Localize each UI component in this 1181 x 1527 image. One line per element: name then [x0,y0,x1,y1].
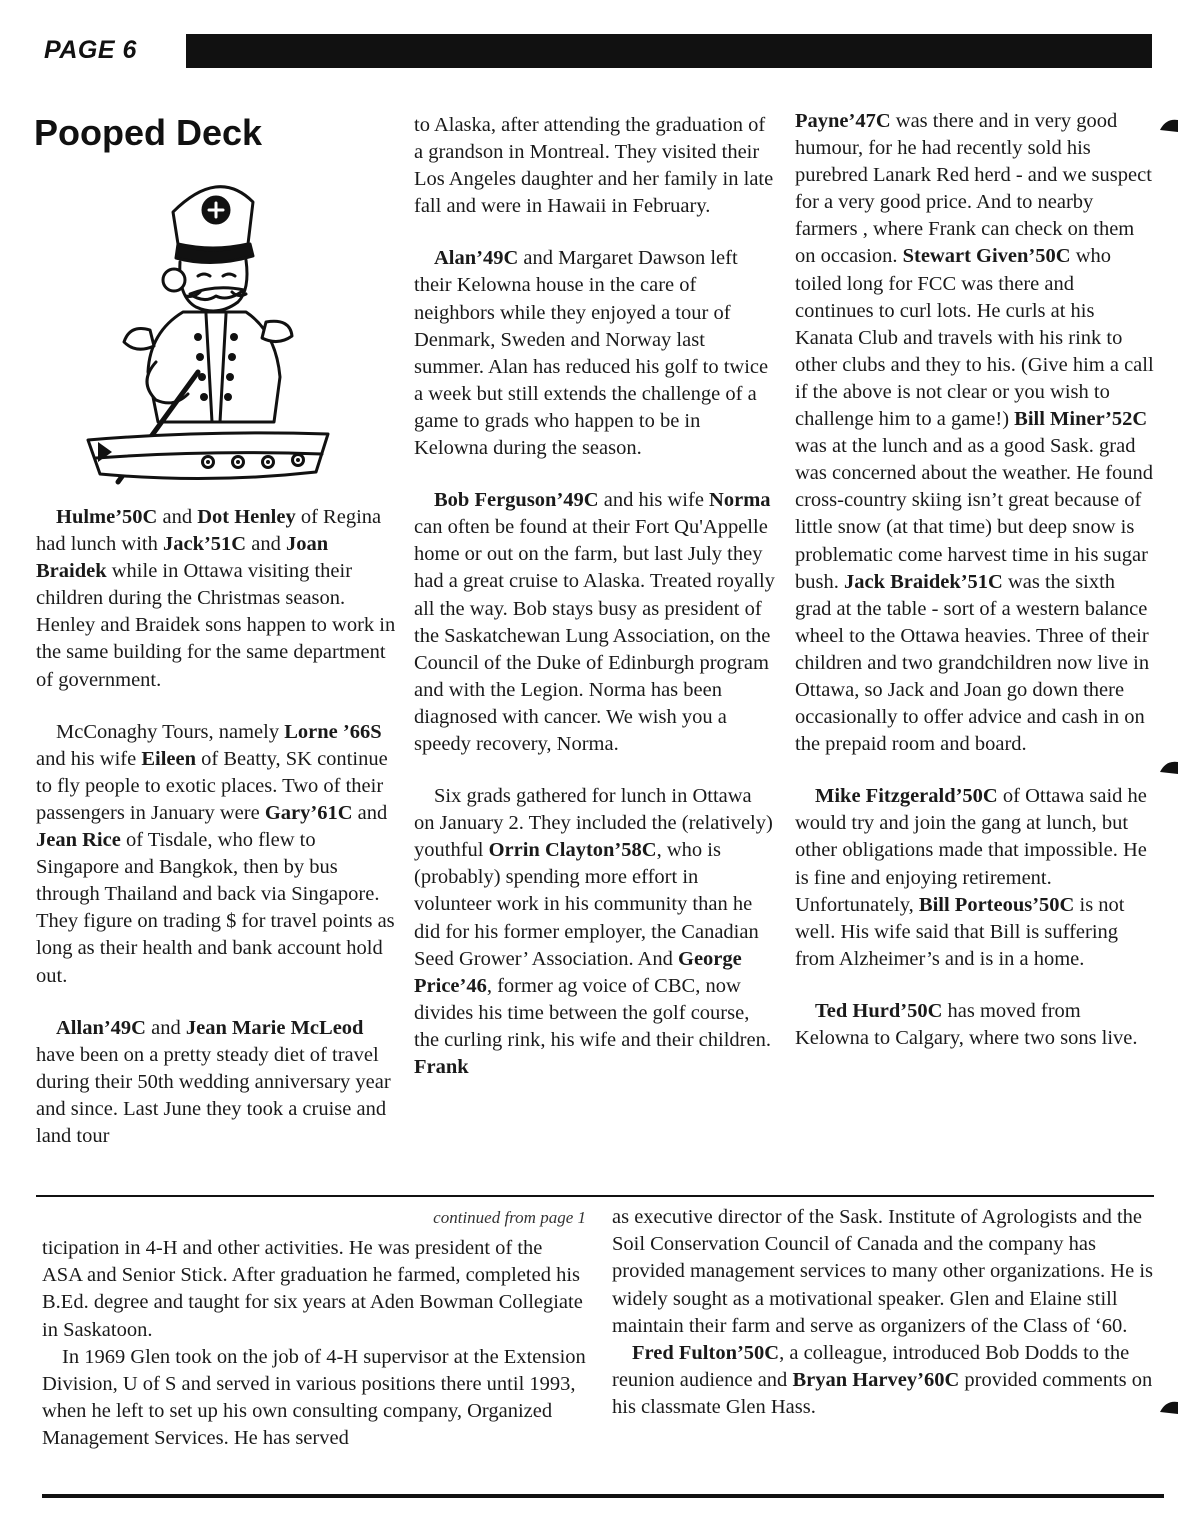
paragraph-p10 [795,998,1155,1052]
bold-name: Bryan Harvey’60C [792,1369,960,1392]
paragraph-p7 [414,783,776,1081]
page-number-label: PAGE 6 [44,36,137,64]
text-run: was there and in very good humour, for he had recently sold his purebred Lanark Red herd - and we suspect for a very good price. And to nearby farmers , where Frank can check on them on occasion. [795,110,1152,268]
text-run: ticipation in 4-H and other activities. He was president of the ASA and Senior Stick. After graduation he farmed, completed his B.Ed. degree and taught for six years at Aden Bowman Collegiate in Saskatoon. [42,1237,583,1341]
paragraph-p5 [414,245,776,462]
text-run: provided comments on his classmate Glen Hass. [612,1369,1153,1419]
bold-name: Orrin Clayton’58C [488,839,657,862]
paragraph-c1 [42,1235,586,1344]
bold-name: Norma [709,489,771,512]
paragraph-p3 [36,1015,398,1150]
paragraph-c4 [612,1340,1158,1422]
text-run: while in Ottawa visiting their children during the Christmas season. Henley and Braidek sons happen to work in the same building for the same department of government. [36,560,396,691]
bold-name: Joan Braidek [36,533,329,583]
header-bar [186,34,1152,68]
footer-rule [42,1494,1164,1498]
paragraph-p2 [36,719,398,990]
paragraph-p1 [36,504,398,694]
text-run: and Margaret Dawson left their Kelowna house in the care of neighbors while they enjoyed a tour of Denmark, Sweden and Norway last summer. Alan has reduced his golf to twice a week but still extends the challenge of a game to grads who happen to be in Kelowna during the season. [414,247,769,460]
text-run: to Alaska, after attending the graduation of a grandson in Montreal. They visited their Los Angeles daughter and her family in late fall and were in Hawaii in February. [414,114,774,218]
text-run: who toiled long for FCC was there and continues to curl lots. He curls at his Kanata Club and travels with his rink to other clubs and they to his. (Give him a call if the above is not clear or you wish to challenge him to a game!) [795,245,1154,431]
article-column-2 [414,112,776,1106]
bold-name: Fred Fulton’50C [632,1342,780,1365]
continued-column-right [612,1204,1158,1422]
continued-label: continued from page 1 [433,1208,586,1227]
continued-column-left [42,1235,586,1453]
bold-name: Jack’51C [162,533,247,556]
edge-tab-mark-icon [1160,760,1178,774]
section-divider [36,1195,1154,1197]
bold-name: Jean Marie McLeod [185,1016,364,1039]
text-run: was at the lunch and as a good Sask. grad was concerned about the weather. He found cross-country skiing isn’t great because of little snow (at that time) but deep snow is problematic come harvest time in his sugar bush. [795,435,1154,593]
bold-name: Mike Fitzgerald’50C [815,785,998,808]
bold-name: Payne’47C [795,110,891,132]
bold-name: George Price’46 [414,947,742,997]
text-run: and his wife [36,747,142,770]
edge-tab-mark-icon [1160,1400,1178,1414]
bold-name: Bill Porteous’50C [918,893,1075,916]
bold-name: Jack Braidek’51C [843,570,1003,593]
text-run: McConaghy Tours, namely [56,720,285,743]
text-run: and his wife [598,489,710,512]
text-run: , a colleague, introduced Bob Dodds to the reunion audience and [612,1342,1130,1392]
paragraph-p6 [414,487,776,758]
bold-name: Eileen [141,747,196,770]
article-column-3 [795,108,1155,1077]
text-run: of Regina had lunch with [36,506,382,556]
bold-name: Stewart Given’50C [902,245,1071,268]
article-column-1 [36,504,398,1175]
bold-name: Hulme’50C [56,506,158,528]
text-run: can often be found at their Fort Qu'Appelle home or out on the farm, but last July they had a great cruise to Alaska. Treated royally all the way. Bob stays busy as president of the Saskatchewan Lung Association, on the Council of the Duke of Edinburgh program and with the Legion. Norma has been diagnosed with cancer. We wish you a speedy recovery, Norma. [414,516,775,755]
text-run: is not well. His wife said that Bill is suffering from Alzheimer’s and is in a home. [795,893,1125,970]
text-run: and [352,801,388,824]
bold-name: Allan’49C [56,1016,146,1039]
bold-name: Bill Miner’52C [1014,408,1148,431]
paragraph-c3 [612,1204,1158,1340]
text-run: as executive director of the Sask. Institute of Agrologists and the Soil Conservation Council of Canada and the company has provided management services to many other organizations. He is widely sought as a motivational speaker. Glen and Elaine still maintain their farm and serve as organizers of the Class of ‘60. [612,1206,1154,1337]
bold-name: Lorne ’66S [284,720,382,743]
text-run: , who is (probably) spending more effort in volunteer work in his community than he did for his former employer, the Canadian Seed Grower’ Association. And [414,839,759,970]
text-run: of Ottawa said he would try and join the gang at lunch, but other obligations made that impossible. He is fine and enjoying retirement. Unfortunately, [795,785,1147,916]
text-run: of Beatty, SK continue to fly people to exotic places. Two of their passengers in January were [36,747,388,824]
text-run: have been on a pretty steady diet of travel during their 50th wedding anniversary year and since. Last June they took a cruise and land tour [36,1043,391,1147]
text-run: , former ag voice of CBC, now divides his time between the golf course, the curling rink, his wife and their children. [414,974,771,1051]
bold-name: Frank [414,1056,469,1078]
bold-name: Bob Ferguson’49C [434,489,599,512]
paragraph-p9 [795,783,1155,973]
text-run: and [157,506,198,528]
ship-captain-cartoon-icon [78,172,338,492]
text-run: In 1969 Glen took on the job of 4-H supervisor at the Extension Division, U of S and served in various positions there until 1993, when he left to set up his own consulting company, Organized Management Services. He has served [42,1345,586,1450]
paragraph-c2 [42,1344,586,1453]
text-run: Six grads gathered for lunch in Ottawa on January 2. They included the (relatively) youthful [414,785,773,862]
bold-name: Jean Rice [36,829,121,852]
text-run: of Tisdale, who flew to Singapore and Bangkok, then by bus through Thailand and back via Singapore. They figure on trading $ for travel points as long as their health and bank account hold out. [36,829,395,987]
text-run: has moved from Kelowna to Calgary, where two sons live. [795,999,1138,1049]
bold-name: Gary’61C [264,801,353,824]
text-run: was the sixth grad at the table - sort of a western balance wheel to the Ottawa heavies. Three of their children and two grandchildren now live in Ottawa, so Jack and Joan go down there occasionally to offer advice and cash in on the prepaid room and board. [795,570,1150,756]
paragraph-p4 [414,112,776,220]
text-run: and [246,533,286,556]
paragraph-p8 [795,108,1155,758]
bold-name: Dot Henley [197,506,296,528]
edge-tab-mark-icon [1160,118,1178,132]
text-run: and [145,1016,186,1039]
bold-name: Alan’49C [434,247,519,270]
bold-name: Ted Hurd’50C [815,999,943,1022]
section-title: Pooped Deck [34,112,263,153]
